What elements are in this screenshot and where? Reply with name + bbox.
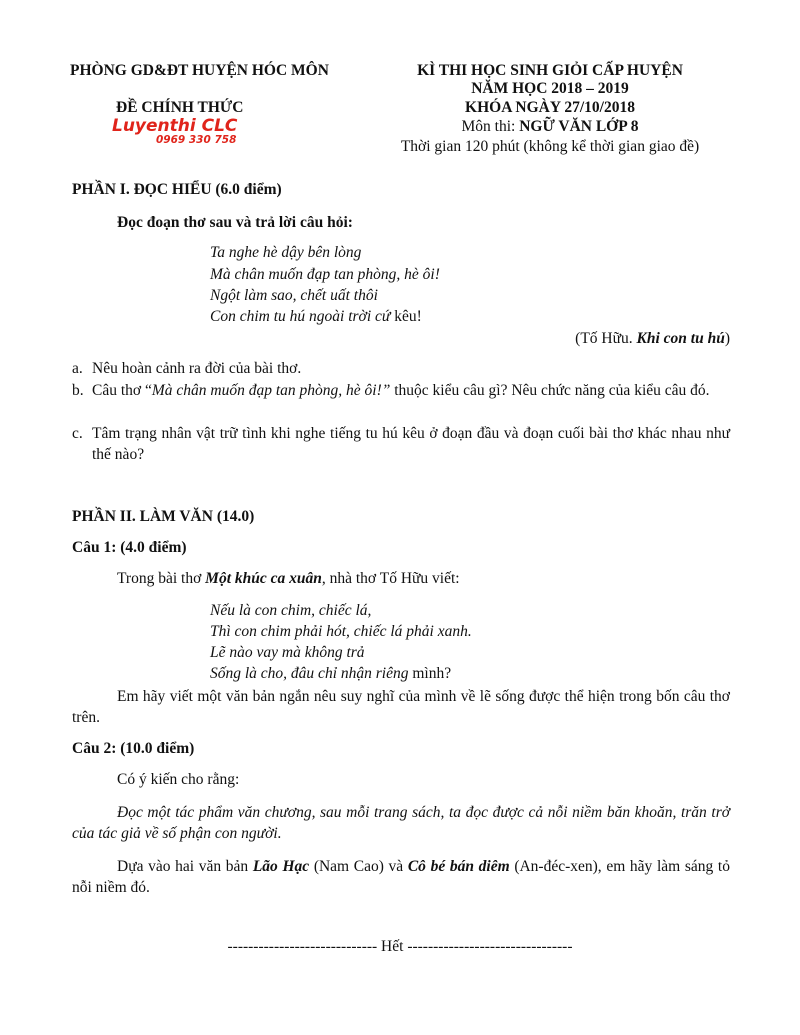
q1-intro-post: , nhà thơ Tố Hữu viết:	[321, 570, 460, 587]
question-a-text: Nêu hoàn cảnh ra đời của bài thơ.	[92, 360, 302, 377]
school-year: NĂM HỌC 2018 – 2019	[471, 80, 629, 97]
question-b	[72, 380, 730, 401]
poem-line-4	[210, 308, 422, 326]
part2-title: PHẦN II. LÀM VĂN (14.0)	[72, 508, 255, 525]
exam-title: KÌ THI HỌC SINH GIỎI CẤP HUYỆN	[417, 62, 683, 79]
exam-date: KHÓA NGÀY 27/10/2018	[465, 99, 635, 116]
watermark-phone: 0969 330 758	[156, 134, 237, 146]
watermark-name: Luyenthi CLC	[112, 116, 238, 136]
subject-prefix: Môn thi:	[461, 118, 520, 135]
q1-task: Em hãy viết một văn bản ngắn nêu suy nghĩ của mình về lẽ sống được thể hiện trong bốn câu thơ trên.	[72, 688, 730, 726]
q2-quote: Đọc một tác phẩm văn chương, sau mỗi trang sách, ta đọc được cả nỗi niềm băn khoăn, trăn trở của tác giả về số phận con người.	[72, 804, 730, 842]
q1-intro-pre: Trong bài thơ	[117, 570, 206, 587]
poem-line-4-tail: kêu!	[390, 308, 422, 325]
part1-instruction: Đọc đoạn thơ sau và trả lời câu hỏi:	[117, 214, 353, 231]
q1-intro	[117, 570, 460, 588]
q1-title: Câu 1: (4.0 điểm)	[72, 539, 187, 556]
question-b-quote: Mà chân muốn đạp tan phòng, hè ôi!”	[151, 382, 391, 399]
q2-task-post: (An-đéc-xen), em hãy làm sáng tỏ nỗi niềm đó.	[72, 858, 730, 896]
end-marker: ----------------------------- Hết --------------------------------	[227, 938, 573, 955]
source-open: (Tố Hữu.	[575, 330, 637, 347]
q1-poem-line-1: Nếu là con chim, chiếc lá,	[210, 602, 372, 619]
poem-line-2: Mà chân muốn đạp tan phòng, hè ôi!	[210, 266, 440, 283]
q1-poem-line-4	[210, 665, 451, 683]
official-exam-label: ĐỀ CHÍNH THỨC	[116, 99, 244, 116]
question-b-pre: Câu thơ “	[92, 382, 152, 399]
q1-work-title: Một khúc ca xuân	[205, 570, 322, 587]
part1-title: PHẦN I. ĐỌC HIỂU (6.0 điểm)	[72, 181, 282, 198]
exam-subject	[380, 118, 720, 136]
subject-name: NGỮ VĂN LỚP 8	[519, 118, 639, 135]
poem-source	[575, 330, 730, 348]
poem-line-4-text: Con chim tu hú ngoài trời cứ	[210, 308, 391, 325]
q1-poem-line-4-text: Sống là cho, đâu chỉ nhận riêng	[210, 665, 409, 682]
poem-line-3: Ngột làm sao, chết uất thôi	[210, 287, 378, 304]
source-title: Khi con tu hú	[636, 330, 725, 347]
q2-task-mid: (Nam Cao) và	[309, 858, 408, 875]
q1-poem-line-3: Lẽ nào vay mà không trả	[210, 644, 365, 661]
question-c-label: c.	[72, 425, 83, 442]
q2-task	[72, 856, 730, 898]
source-close: )	[724, 330, 730, 347]
q2-intro: Có ý kiến cho rằng:	[117, 771, 240, 788]
question-a-label: a.	[72, 360, 83, 377]
question-a	[72, 358, 730, 379]
q2-work-1: Lão Hạc	[252, 858, 310, 875]
question-c	[72, 423, 730, 465]
question-b-label: b.	[72, 382, 84, 399]
q2-title: Câu 2: (10.0 điểm)	[72, 740, 195, 757]
q1-poem-line-2: Thì con chim phải hót, chiếc lá phải xanh.	[210, 623, 472, 640]
exam-duration: Thời gian 120 phút (không kể thời gian giao đề)	[400, 138, 700, 155]
question-c-text: Tâm trạng nhân vật trữ tình khi nghe tiếng tu hú kêu ở đoạn đầu và đoạn cuối bài thơ khác nhau như thế nào?	[92, 425, 730, 463]
q2-task-pre: Dựa vào hai văn bản	[117, 858, 253, 875]
q2-work-2: Cô bé bán diêm	[407, 858, 510, 875]
poem-line-1: Ta nghe hè dậy bên lòng	[210, 244, 362, 261]
q1-poem-line-4-tail: mình?	[408, 665, 452, 682]
department-name: PHÒNG GD&ĐT HUYỆN HÓC MÔN	[70, 62, 329, 79]
question-b-post: thuộc kiểu câu gì? Nêu chức năng của kiểu câu đó.	[390, 382, 710, 399]
